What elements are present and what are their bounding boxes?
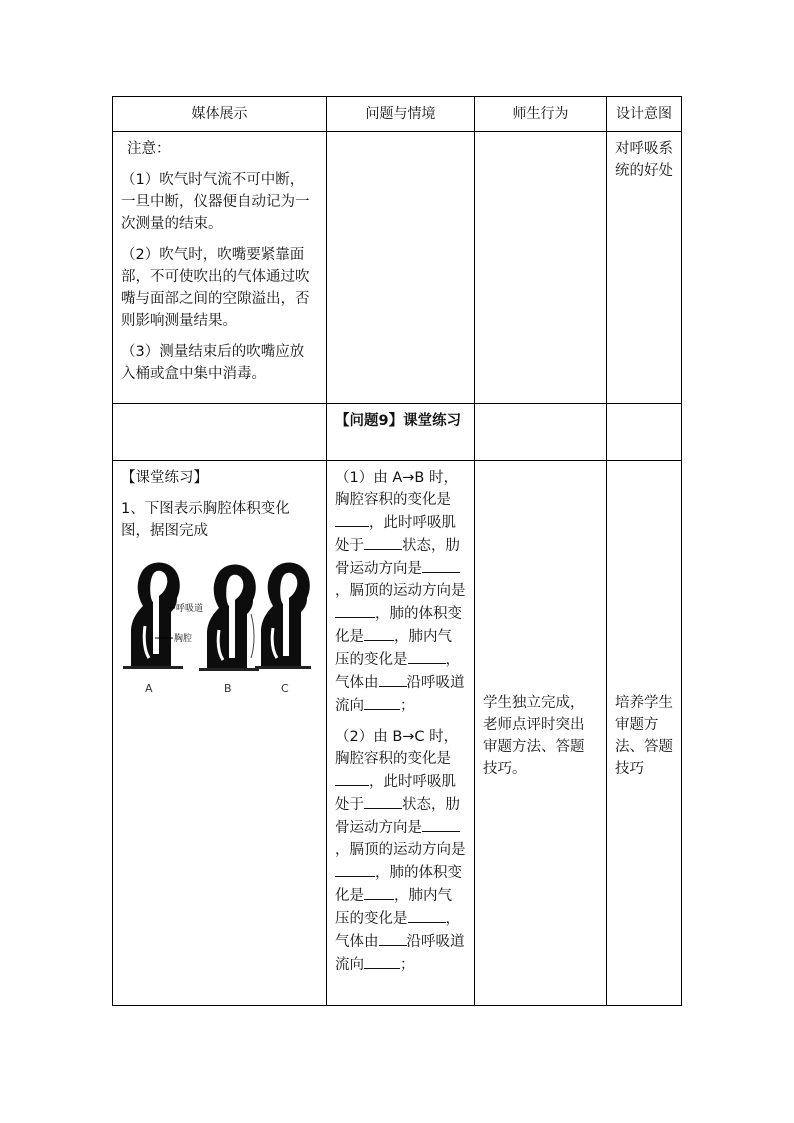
answer-blank bbox=[422, 557, 460, 573]
lesson-table bbox=[112, 96, 682, 1006]
empty-cell bbox=[475, 404, 607, 461]
panel-b-label: B bbox=[224, 682, 232, 695]
breathing-diagram-svg bbox=[123, 554, 311, 704]
answer-blank bbox=[335, 861, 375, 877]
answer-blank bbox=[335, 602, 375, 618]
panel-c-figure bbox=[255, 563, 311, 670]
question-2: （2）由 B→C 时，胸腔容积的变化是，此时呼吸肌处于 状态，肋骨运动方向是，膈顶的运动方向是，肺的体积变化是 ，肺内气压的变化是 ，气体由 沿呼吸道流向 ； bbox=[335, 729, 466, 973]
answer-blank bbox=[364, 534, 402, 550]
header-media: 媒体展示 bbox=[113, 97, 327, 132]
exercise-row bbox=[113, 461, 682, 1006]
empty-cell bbox=[113, 404, 327, 461]
panel-c-label: C bbox=[281, 682, 289, 695]
exercise-questions-cell bbox=[327, 461, 475, 1006]
answer-blank bbox=[335, 511, 369, 527]
empty-cell bbox=[475, 132, 607, 404]
intent-text: 对呼吸系统的好处 bbox=[615, 141, 673, 179]
notes-title: 注意： bbox=[127, 141, 171, 157]
exercise-title: 【课堂练习】 bbox=[121, 470, 208, 486]
panel-a-label: A bbox=[145, 682, 153, 695]
question-cell bbox=[327, 404, 475, 461]
question-row bbox=[113, 404, 682, 461]
behavior-text: 学生独立完成，老师点评时突出审题方法、答题技巧。 bbox=[483, 695, 585, 777]
notes-cell bbox=[113, 132, 327, 404]
header-intent: 设计意图 bbox=[607, 97, 682, 132]
answer-blank bbox=[379, 671, 407, 687]
answer-blank bbox=[408, 648, 446, 664]
chest-volume-figure bbox=[123, 554, 318, 711]
panel-a-figure bbox=[123, 563, 183, 670]
note-3: （3）测量结束后的吹嘴应放入桶或盒中集中消毒。 bbox=[121, 344, 305, 382]
empty-cell bbox=[327, 132, 475, 404]
question-9-title: 【问题9】课堂练习 bbox=[335, 413, 462, 429]
question-1: （1）由 A→B 时，胸腔容积的变化是，此时呼吸肌处于 状态，肋骨运动方向是，膈顶的运动方向是，肺的体积变化是 ，肺内气压的变化是 ，气体由 沿呼吸道流向 ； bbox=[335, 470, 466, 714]
empty-cell bbox=[607, 404, 682, 461]
airway-label: 呼吸道 bbox=[176, 604, 204, 614]
answer-blank bbox=[364, 694, 400, 710]
answer-blank bbox=[335, 770, 369, 786]
header-behavior: 师生行为 bbox=[475, 97, 607, 132]
answer-blank bbox=[364, 953, 400, 969]
exercise-text: 1、下图表示胸腔体积变化图，据图完成 bbox=[121, 501, 290, 539]
exercise-cell bbox=[113, 461, 327, 1006]
note-2: （2）吹气时，吹嘴要紧靠面部，不可使吹出的气体通过吹嘴与面部之间的空隙溢出，否则影响测量结果。 bbox=[121, 247, 310, 329]
answer-blank bbox=[379, 930, 407, 946]
answer-blank bbox=[408, 907, 446, 923]
chest-label: 胸腔 bbox=[174, 634, 193, 644]
panel-b-figure bbox=[199, 565, 259, 672]
answer-blank bbox=[364, 625, 394, 641]
answer-blank bbox=[364, 884, 394, 900]
header-row bbox=[113, 97, 682, 132]
note-1: （1）吹气时气流不可中断，一旦中断，仪器便自动记为一次测量的结束。 bbox=[121, 172, 310, 232]
answer-blank bbox=[422, 816, 460, 832]
behavior-cell bbox=[475, 461, 607, 1006]
header-question: 问题与情境 bbox=[327, 97, 475, 132]
intent-cell bbox=[607, 132, 682, 404]
intent-cell bbox=[607, 461, 682, 1006]
notes-row bbox=[113, 132, 682, 404]
intent-text: 培养学生审题方法、答题技巧 bbox=[615, 695, 673, 777]
answer-blank bbox=[364, 793, 402, 809]
